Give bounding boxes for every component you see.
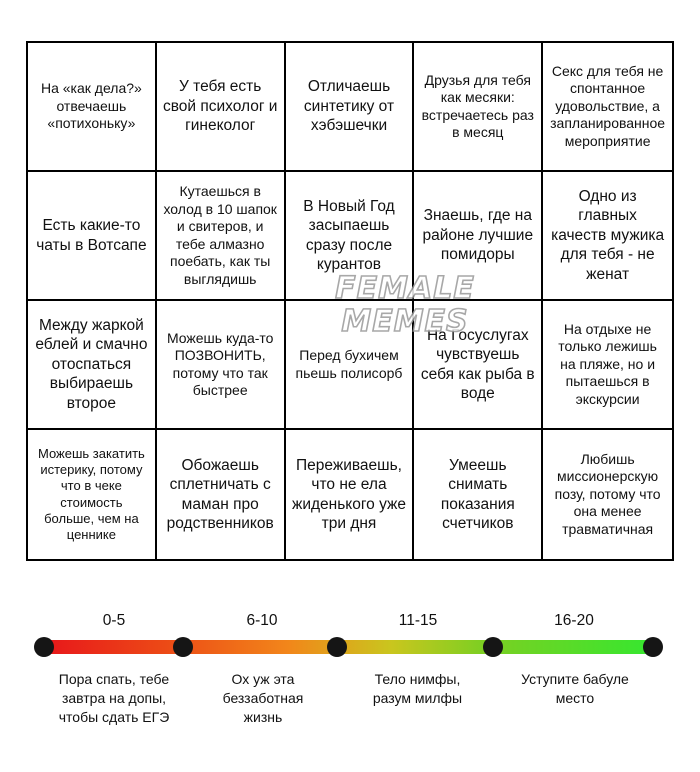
bingo-cell: На «как дела?» отвечаешь «потихоньку» [28,43,157,172]
bingo-cell: Умеешь снимать показания счетчиков [414,430,543,559]
range-label: 11-15 [398,612,438,629]
scale-marker [327,637,347,657]
watermark-line: MEMES [341,304,469,339]
range-label: 16-20 [554,612,594,629]
bingo-cell: Перед бухичем пьешь полисорб [286,301,415,430]
bingo-cell: Знаешь, где на районе лучшие помидоры [414,172,543,301]
bingo-cell: Любишь миссионерскую позу, потому что она менее травматичная [554,450,661,537]
bingo-cell: На Госуслугах чувствуешь себя как рыба в воде [414,301,543,430]
bingo-cell: Друзья для тебя как месяки: встречаетесь раз в месяц [414,43,543,172]
range-label: 0-5 [102,612,126,629]
bingo-cell: В Новый Год засыпаешь сразу после курантов [286,172,415,301]
scale-marker [173,637,193,657]
bingo-cell: Можешь куда-то ПОЗВОНИТЬ, потому что так быстрее [157,301,286,430]
bingo-cell: У тебя есть свой психолог и гинеколог [157,43,286,172]
bingo-cell: Обожаешь сплетничать с маман про родственников [157,430,286,559]
result-text: Уступите бабуле место [521,671,629,706]
result-text: Пора спать, тебе завтра на допы, чтобы сдать ЕГЭ [58,671,170,725]
bingo-cell: Отличаешь синтетику от хэбэшечки [286,43,415,172]
bingo-cell: Можешь закатить истерику, потому что в чеке стоимость больше, чем на ценнике [28,430,157,559]
bingo-cell: Переживаешь, что не ела жиденького уже три дня [286,430,415,559]
result-text: Ох уж эта беззаботная жизнь [222,671,304,725]
bingo-grid [26,41,674,561]
bingo-cell: Кутаешься в холод в 10 шапок и свитеров, и тебе алмазно поебать, как ты выглядишь [157,172,286,301]
bingo-cell: Секс для тебя не спонтанное удовольствие, а запланированное мероприятие [543,43,672,172]
range-label: 6-10 [246,612,278,629]
scale-marker [483,637,503,657]
bingo-cell: Есть какие-то чаты в Вотсапе [28,172,157,301]
scale-marker [34,637,54,657]
scale-marker [643,637,663,657]
score-gradient-bar [44,640,654,654]
result-text: Тело нимфы, разум милфы [372,671,463,706]
bingo-cell: Одно из главных качеств мужика для тебя - не женат [543,172,672,301]
bingo-cell: На отдыхе не только лежишь на пляже, но и пытаешься в экскурсии [543,301,672,430]
watermark-line: FEMALE [335,271,475,306]
bingo-cell: Между жаркой еблей и смачно отоспаться выбираешь второе [28,301,157,430]
